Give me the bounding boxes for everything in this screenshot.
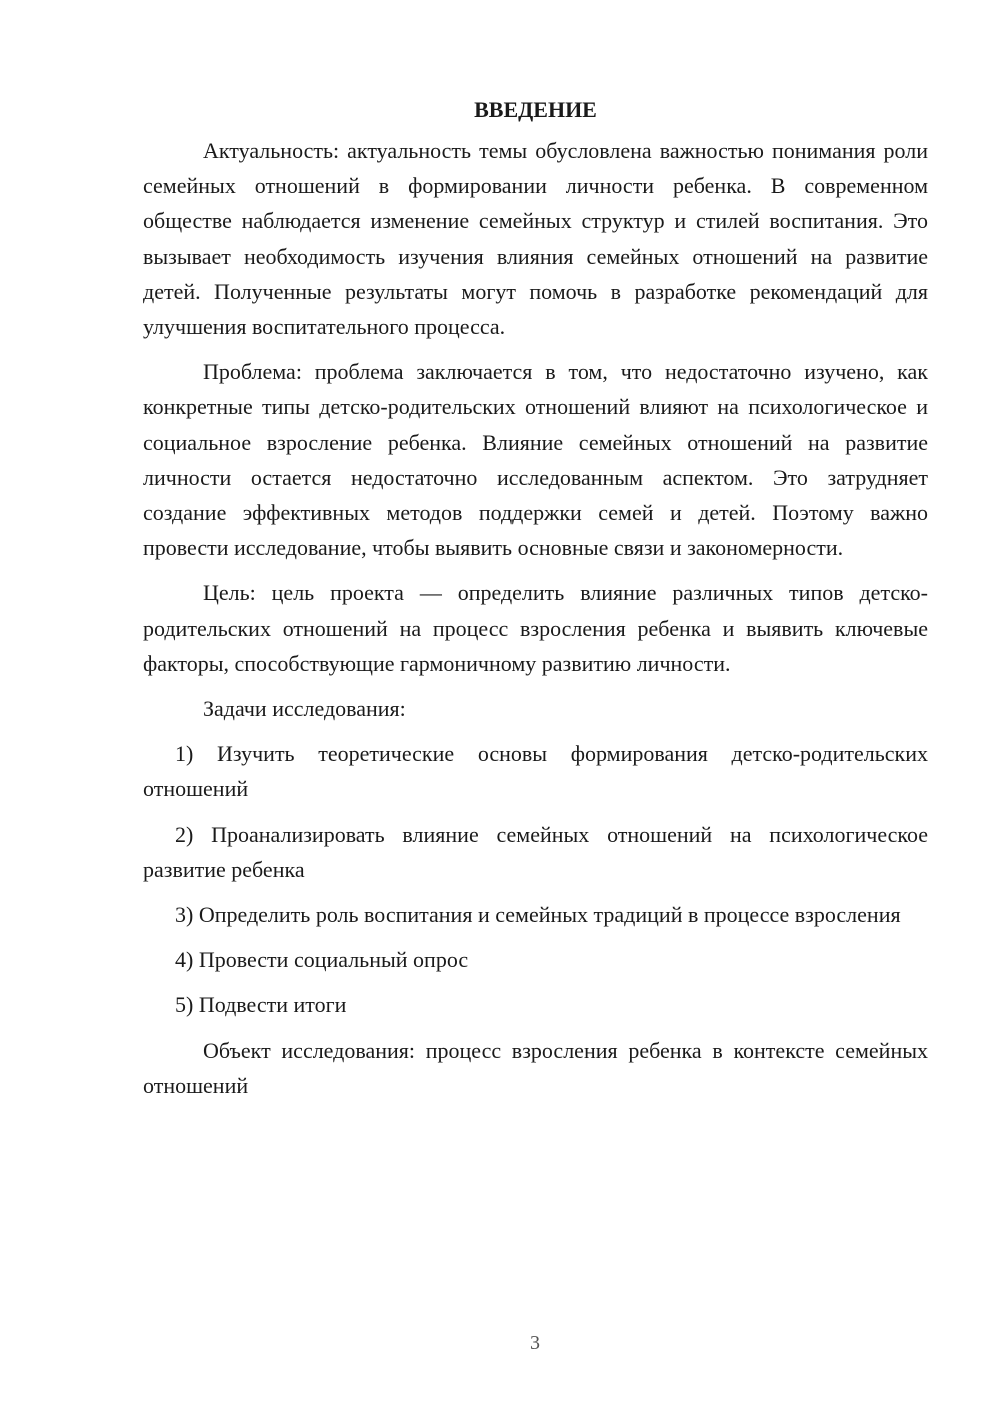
task-item: 5) Подвести итоги (175, 992, 347, 1018)
paragraph-goal: Цель: цель проекта — определить влияние различных типов детско-родительских отношений на процесс взросления ребенка и выявить ключевые факторы, способствующие гармоничному развитию личности. (143, 580, 928, 676)
paragraph-relevance: Актуальность: актуальность темы обусловлена важностью понимания роли семейных отношений в формировании личности ребенка. В современном обществе наблюдается изменение семейных структур и стилей воспитания. Это вызывает необходимость изучения влияния семейных отношений на развитие детей. Полученные результаты могут помочь в разработке рекомендаций для улучшения воспитательного процесса. (143, 138, 928, 340)
page-number: 3 (530, 1332, 540, 1354)
task-item: 3) Определить роль воспитания и семейных традиций в процессе взросления (175, 902, 901, 928)
tasks-heading: Задачи исследования: (203, 696, 406, 722)
task-item: 4) Провести социальный опрос (175, 947, 469, 973)
task-item: 2) Проанализировать влияние семейных отношений на психологическое развитие ребенка (143, 821, 928, 882)
paragraph-object: Объект исследования: процесс взросления ребенка в контексте семейных отношений (143, 1037, 928, 1098)
task-item: 1) Изучить теоретические основы формирования детско-родительских отношений (143, 741, 928, 802)
document-page (143, 92, 928, 1113)
paragraph-problem: Проблема: проблема заключается в том, что недостаточно изучено, как конкретные типы детско-родительских отношений влияют на психологическое и социальное взросление ребенка. Влияние семейных отношений на развитие личности остается недостаточно исследованным аспектом. Это затрудняет создание эффективных методов поддержки семей и детей. Поэтому важно провести исследование, чтобы выявить основные связи и закономерности. (143, 359, 928, 561)
page-title: ВВЕДЕНИЕ (474, 97, 597, 122)
